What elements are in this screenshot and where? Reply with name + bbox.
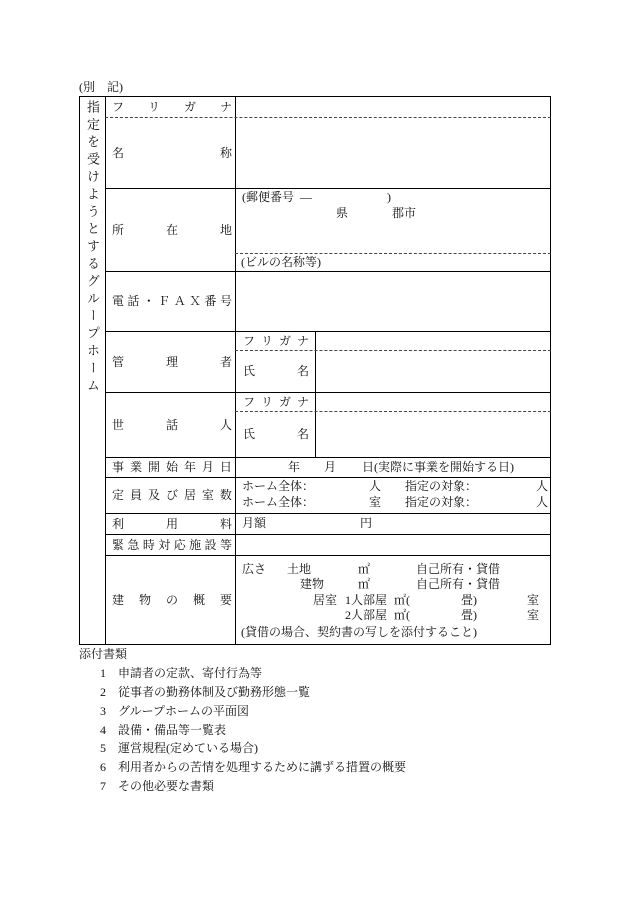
caretaker-furigana-label (243, 392, 309, 411)
label-char: 室 (201, 488, 214, 502)
caretaker-name-label (243, 411, 309, 457)
label-char: 氏 (243, 364, 256, 378)
building-area-text: 広さ (242, 562, 267, 576)
fee-yen-text: 円 (360, 516, 373, 530)
label-char: 業 (129, 460, 142, 474)
label-char: ナ (296, 333, 309, 348)
start-year-text: 年 (288, 460, 301, 474)
label-char: リ (260, 394, 273, 409)
phone-fax-value-field (236, 272, 550, 331)
manager-furigana-label (243, 331, 309, 350)
building-structure-text: 建物 (300, 577, 325, 591)
attachment-item: 申請者の定款、寄付行為等 (118, 666, 263, 680)
building-land-unit: ㎡ (358, 562, 371, 576)
label-char: 始 (165, 460, 178, 474)
start-date-label (112, 457, 232, 477)
capacity-home-unit: 人 (369, 479, 382, 493)
label-char: 数 (219, 488, 232, 502)
label-char: 氏 (243, 427, 256, 441)
attachment-number: 3 (100, 704, 106, 718)
label-char: 名 (296, 427, 309, 441)
name-value-field (236, 118, 550, 188)
label-char: 要 (219, 592, 232, 607)
fee-label (112, 513, 232, 534)
label-char: 月 (201, 460, 214, 474)
rooms-designated: 指定の対象： (405, 495, 478, 509)
label-char: 開 (147, 460, 160, 474)
lease-note: (貸借の場合、契約書の写しを添付すること) (241, 625, 477, 639)
building-structure-ownership: 自己所有・貸借 (416, 577, 501, 591)
single-room-text: 1人部屋 (345, 593, 388, 607)
postal-code-close: ) (387, 190, 391, 204)
label-char: 称 (219, 145, 232, 160)
building-land-ownership: 自己所有・貸借 (416, 562, 501, 576)
label-char: 施 (189, 537, 202, 552)
single-room-count: 室 (527, 593, 540, 607)
address-label (112, 188, 232, 271)
label-char: フ (243, 333, 256, 348)
attachments-title: 添付書類 (79, 647, 128, 661)
label-char: 料 (219, 516, 232, 531)
label-char: 世 (112, 417, 125, 432)
label-char: ガ (278, 394, 291, 409)
label-char: 定 (112, 488, 125, 502)
building-overview-label (112, 555, 232, 644)
rooms-home-unit: 室 (369, 495, 382, 509)
label-char: 利 (112, 516, 125, 531)
attachment-number: 5 (100, 741, 106, 755)
label-char: 及 (147, 488, 160, 502)
label-char: 物 (138, 592, 151, 607)
double-room-tatami: 畳) (461, 608, 477, 622)
emergency-facility-label (112, 534, 232, 555)
label-char: 管 (112, 354, 125, 369)
label-char: ガ (278, 333, 291, 348)
attachment-number: 2 (100, 685, 106, 699)
rooms-designated-unit: 人 (536, 495, 549, 509)
label-char: 概 (192, 592, 205, 607)
side-label-group-home: 指定を受けようとするグループホーム (85, 100, 100, 396)
building-name-text: (ビルの名称等) (241, 255, 321, 269)
single-room-tatami: 畳) (461, 593, 477, 607)
label-char: 名 (112, 145, 125, 160)
label-char: 所 (112, 222, 125, 237)
attachment-item: グループホームの平面図 (118, 704, 250, 718)
name-label (112, 117, 232, 188)
label-char: 番 (204, 294, 217, 308)
postal-code-open: (郵便番号 (242, 190, 294, 204)
furigana-value-field (236, 97, 550, 117)
label-char: 時 (142, 537, 155, 552)
rooms-home-total: ホーム全体： (242, 495, 315, 509)
district-text: 郡市 (392, 206, 417, 220)
attachment-number: 6 (100, 760, 106, 774)
furigana-label (112, 96, 232, 117)
start-month-text: 月 (324, 460, 337, 474)
attachment-item: 利用者からの苦情を処理するために講ずる措置の概要 (118, 760, 407, 774)
label-char: 事 (112, 460, 125, 474)
attachment-item: 従事者の勤務体制及び勤務形態一覧 (118, 685, 311, 699)
phone-fax-label (112, 271, 232, 331)
attachment-item: 運営規程(定めている場合) (118, 741, 258, 755)
label-char: ガ (183, 99, 196, 114)
label-char: 居 (183, 488, 196, 502)
label-char: 話 (127, 294, 140, 308)
emergency-facility-value-field (236, 535, 550, 555)
attachment-number: 1 (100, 666, 106, 680)
label-char: 急 (127, 537, 140, 552)
double-room-text: 2人部屋 (345, 608, 388, 622)
double-room-count: 室 (527, 608, 540, 622)
capacity-home-total: ホーム全体： (242, 479, 315, 493)
manager-label (112, 331, 232, 392)
label-char: 緊 (112, 537, 125, 552)
appendix-note: (別 記) (79, 80, 123, 94)
side-column-divider (105, 96, 106, 644)
label-char: 話 (165, 417, 178, 432)
double-room-unit: ㎡( (394, 608, 410, 622)
label-char: Ａ (173, 294, 186, 308)
label-char: 年 (183, 460, 196, 474)
single-room-unit: ㎡( (394, 593, 410, 607)
label-char: 地 (219, 222, 232, 237)
capacity-designated: 指定の対象： (405, 479, 478, 493)
attachment-item: 設備・備品等一覧表 (118, 723, 227, 737)
label-char: ナ (296, 394, 309, 409)
label-char: 日 (219, 460, 232, 474)
label-char: 応 (173, 537, 186, 552)
label-char: フ (243, 394, 256, 409)
attachment-item: その他必要な書類 (118, 779, 215, 793)
label-char: フ (112, 99, 125, 114)
attachment-number: 4 (100, 723, 106, 737)
label-char: 員 (129, 488, 142, 502)
building-rooms-text: 居室 (313, 593, 338, 607)
caretaker-label (112, 392, 232, 457)
fee-monthly-text: 月額 (242, 516, 267, 530)
label-char: Ｘ (189, 294, 202, 308)
row-divider-dashed (235, 253, 551, 254)
label-char: 者 (219, 354, 232, 369)
label-char: 用 (165, 516, 178, 531)
label-char: ナ (219, 99, 232, 114)
building-land-text: 土地 (287, 562, 312, 576)
label-char: Ｆ (158, 294, 171, 308)
capacity-designated-unit: 人 (536, 479, 549, 493)
label-char: 在 (165, 222, 178, 237)
building-structure-unit: ㎡ (358, 577, 371, 591)
label-char: 等 (219, 537, 232, 552)
label-char: 名 (296, 364, 309, 378)
label-char: 理 (165, 354, 178, 369)
attachment-number: 7 (100, 779, 106, 793)
prefecture-text: 県 (336, 206, 349, 220)
label-char: ・ (142, 294, 155, 308)
label-char: 建 (112, 592, 125, 607)
start-day-text: 日(実際に事業を開始する日) (362, 460, 514, 474)
label-char: リ (260, 333, 273, 348)
label-char: 電 (112, 294, 125, 308)
label-char: 設 (204, 537, 217, 552)
label-char: び (165, 488, 178, 502)
label-char: 人 (219, 417, 232, 432)
postal-code-dash: — (300, 190, 312, 204)
label-char: リ (147, 99, 160, 114)
label-char: 号 (219, 294, 232, 308)
capacity-label (112, 477, 232, 513)
manager-name-label (243, 350, 309, 392)
label-char: の (165, 592, 178, 607)
label-char: 対 (158, 537, 171, 552)
